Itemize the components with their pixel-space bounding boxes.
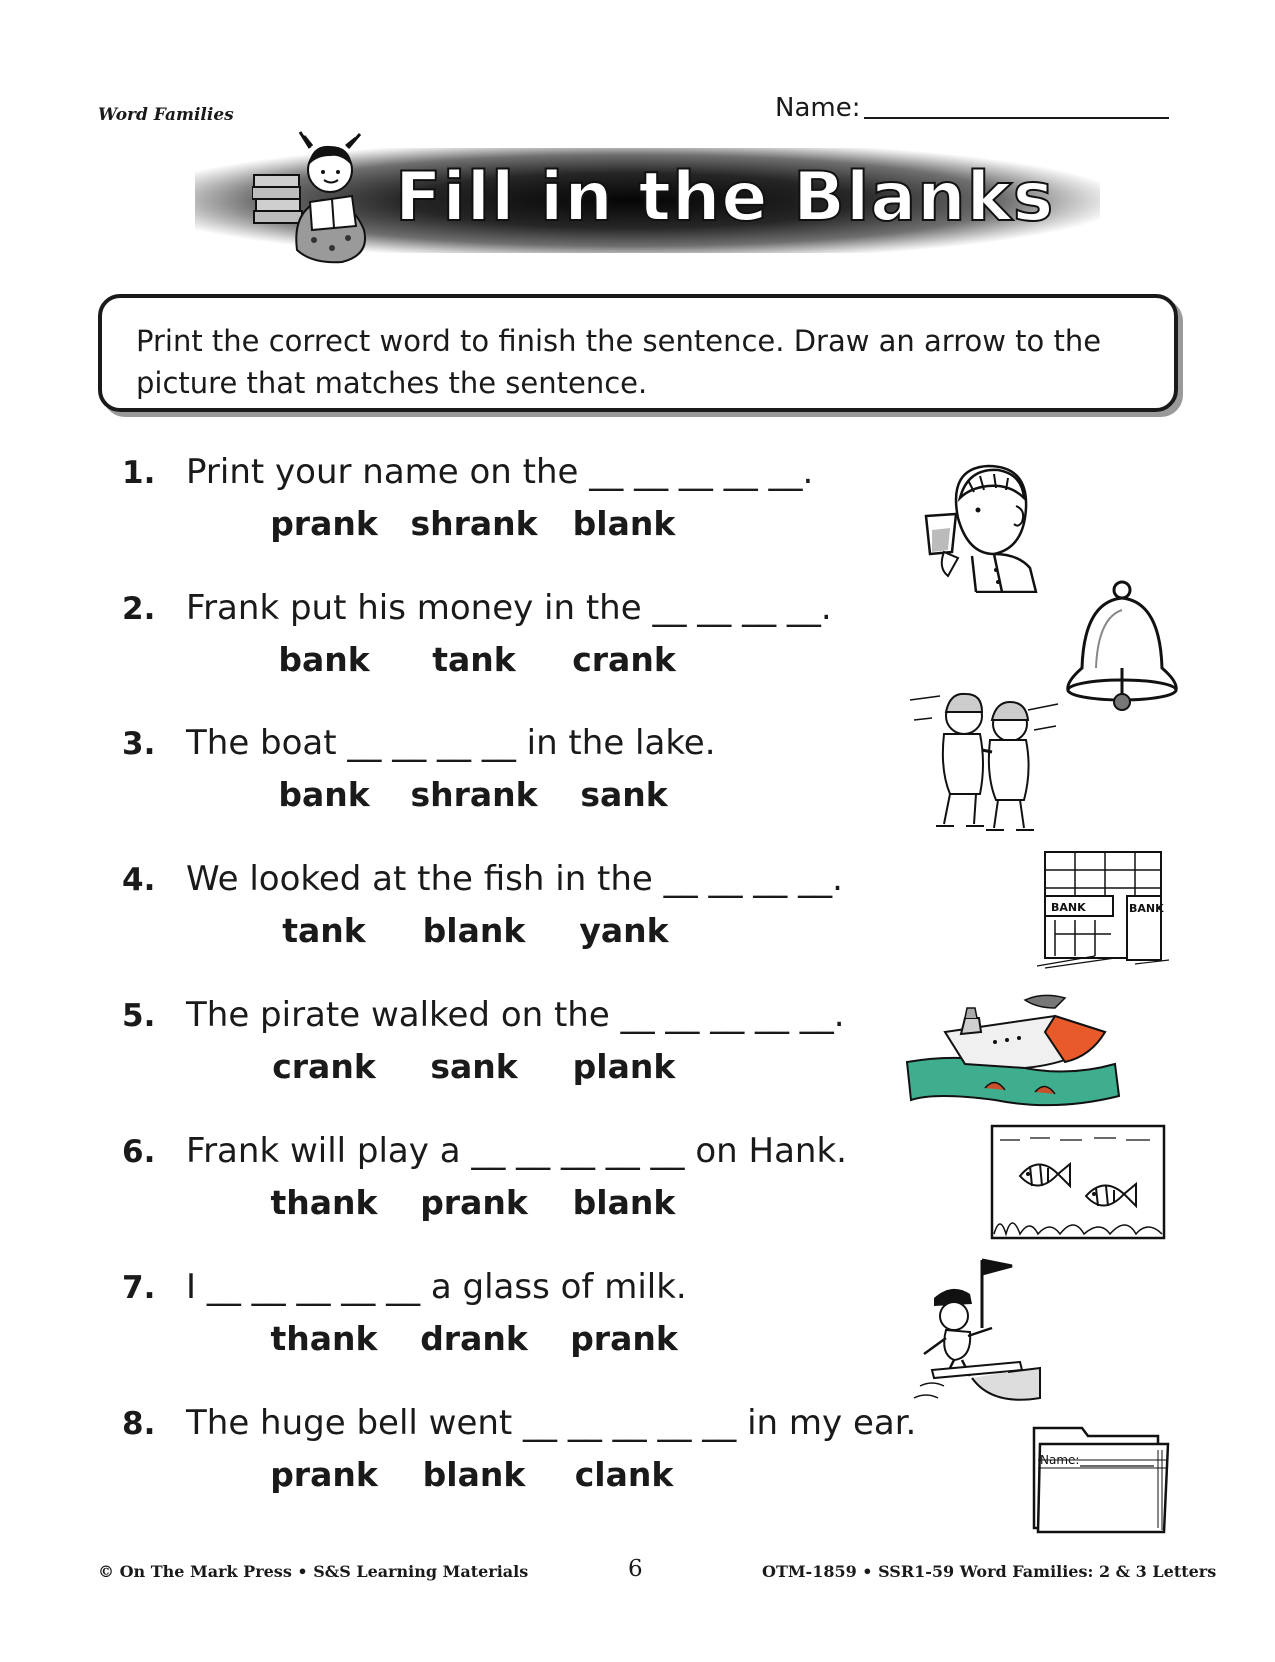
word-choices [122,640,832,688]
skaters-icon[interactable] [910,690,1060,835]
question-sentence: Print your name on the __ __ __ __ __. [186,452,814,492]
word-choice[interactable]: prank [570,1319,678,1358]
word-choice[interactable]: prank [270,1455,378,1494]
word-choices [122,504,813,552]
bank-sign-text: BANK [1051,901,1086,914]
question-5 [122,995,845,1095]
question-sentence: The huge bell went __ __ __ __ __ in my ear. [186,1403,917,1443]
question-number: 6. [122,1134,156,1170]
pirate-plank-icon[interactable] [912,1258,1042,1408]
question-number: 7. [122,1270,156,1306]
page-title: Fill in the Blanks [395,158,1055,237]
word-choice[interactable]: blank [422,1455,526,1494]
word-choice[interactable]: prank [270,504,378,543]
word-choice[interactable]: shrank [410,504,538,543]
word-choices [122,911,843,959]
name-label: Name: [775,93,861,123]
bank-sign-text: BANK [1129,902,1164,915]
word-choices [122,775,716,823]
question-7 [122,1267,687,1367]
word-choice[interactable]: bank [278,775,370,814]
word-choice[interactable]: crank [272,1047,376,1086]
word-choice[interactable]: sank [430,1047,518,1086]
question-sentence: Frank put his money in the __ __ __ __. [186,588,832,628]
word-choice[interactable]: prank [420,1183,528,1222]
name-write-line [864,117,1169,119]
question-4 [122,859,843,959]
question-number: 8. [122,1406,156,1442]
word-choice[interactable]: blank [572,1183,676,1222]
series-title: Word Families [98,105,234,125]
question-number: 4. [122,862,156,898]
word-choice[interactable]: plank [572,1047,676,1086]
question-number: 3. [122,726,156,762]
word-choice[interactable]: thank [270,1183,378,1222]
footer-product-code: OTM-1859 • SSR1-59 Word Families: 2 & 3 Letters [762,1562,1217,1581]
instructions-box: Print the correct word to finish the sentence. Draw an arrow to the picture that matches the sentence. [98,294,1178,412]
question-6 [122,1131,847,1231]
sinking-boat-icon[interactable] [905,992,1125,1117]
word-choice[interactable]: drank [420,1319,528,1358]
bank-building-icon[interactable] [1035,848,1170,970]
word-choices [122,1455,916,1503]
word-choice[interactable]: thank [270,1319,378,1358]
word-choice[interactable]: tank [432,640,516,679]
footer-copyright: © On The Mark Press • S&S Learning Materials [98,1562,529,1581]
question-8 [122,1403,916,1503]
question-number: 5. [122,998,156,1034]
question-number: 1. [122,455,156,491]
question-sentence: The boat __ __ __ __ in the lake. [186,723,716,763]
question-2 [122,588,832,688]
page-number: 6 [628,1556,643,1582]
word-choices [122,1319,687,1367]
boy-drinking-icon[interactable] [918,458,1038,593]
word-choices [122,1183,847,1231]
folder-icon[interactable] [1030,1420,1170,1538]
word-choices [122,1047,845,1095]
word-choice[interactable]: blank [572,504,676,543]
word-choice[interactable]: yank [579,911,669,950]
folder-name-label: Name: [1040,1453,1080,1467]
word-choice[interactable]: shrank [410,775,538,814]
question-sentence: The pirate walked on the __ __ __ __ __. [186,995,845,1035]
fish-tank-icon[interactable] [990,1124,1168,1244]
word-choice[interactable]: tank [282,911,366,950]
reading-girl-icon [252,130,402,265]
word-choice[interactable]: sank [580,775,668,814]
question-sentence: Frank will play a __ __ __ __ __ on Hank. [186,1131,847,1171]
question-1 [122,452,813,552]
question-sentence: We looked at the fish in the __ __ __ __. [186,859,843,899]
question-sentence: I __ __ __ __ __ a glass of milk. [186,1267,687,1307]
word-choice[interactable]: blank [422,911,526,950]
question-3 [122,723,716,823]
word-choice[interactable]: crank [572,640,676,679]
bell-icon[interactable] [1068,582,1176,710]
word-choice[interactable]: bank [278,640,370,679]
name-field [775,93,1169,123]
question-number: 2. [122,591,156,627]
word-choice[interactable]: clank [574,1455,674,1494]
